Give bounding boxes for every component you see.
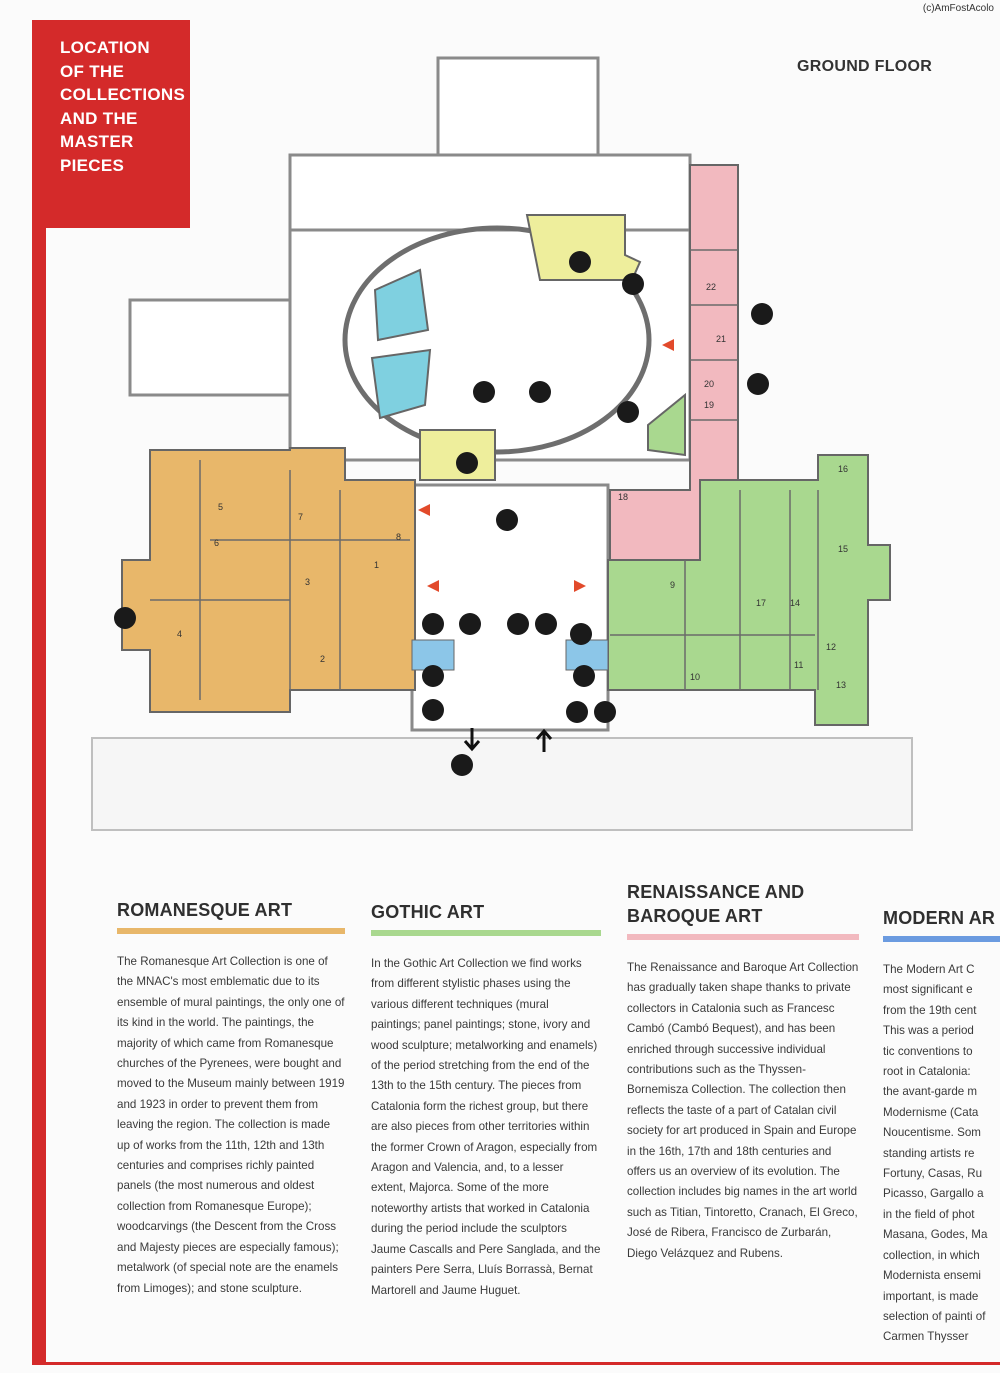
- west-annex: [130, 300, 290, 395]
- section-color-bar: [627, 934, 859, 940]
- romanesque-wing: [122, 448, 415, 712]
- cloakroom-icon: [459, 613, 481, 635]
- information-icon: [535, 613, 557, 635]
- modern-art-section: [883, 880, 1000, 1348]
- lift-icon: [529, 381, 551, 403]
- section-text: In the Gothic Art Collection we find works from different stylistic phases using the various different techniques (mural paintings; panel paintings; stone, ivory and wood sculpture; metalworking and enamels) of the period stretching from the end of the 13th to the 15th century. The pieces from Catalonia form the richest group, but there are also pieces from other territories within the former Crown of Aragon, especially from Aragon and Valencia, and, to a lesser extent, Majorca. Some of the more noteworthy artists that worked in Catalonia during the period include the sculptors Jaume Cascalls and Pere Sanglada, and the painters Pere Serra, Lluís Borrassà, Bernat Martorell and Jaume Huguet.: [371, 957, 601, 1297]
- room-number: 7: [298, 512, 304, 522]
- room-number: 10: [690, 672, 701, 682]
- toilets-icon: [622, 273, 644, 295]
- section-color-bar: [371, 930, 601, 936]
- room-number: 21: [716, 334, 727, 344]
- toilets-icon: [422, 665, 444, 687]
- cafe-icon: [451, 754, 473, 776]
- section-title: MODERN AR: [883, 908, 996, 928]
- room-number: 17: [756, 598, 767, 608]
- room-number: 19: [704, 400, 715, 410]
- toilets-icon: [114, 607, 136, 629]
- gothic-section: [371, 880, 601, 1301]
- restaurant-icon: [507, 613, 529, 635]
- renaissance-baroque-section: [627, 880, 859, 1264]
- telephone-icon: [570, 623, 592, 645]
- page-title: LOCATION OF THE COLLECTIONS AND THE MASTER PIECES: [60, 38, 186, 175]
- section-text: The Modern Art C most significant e from the 19th cent This was a period tic conventions to root in Catalonia: the avant-garde m Modernisme (Cata Noucentisme. Som standing artists re Fortuny, Casas, Ru Picasso, Gargallo a in the field of phot Masana, Godes, Ma collection, in which Modernista ensemi important, is made selection of painti of Carmen Thysser: [883, 963, 988, 1344]
- watermark: (c)AmFostAcolo: [922, 3, 994, 14]
- room-number: 11: [794, 660, 804, 670]
- room-number: 14: [790, 598, 801, 608]
- toilets-icon: [747, 373, 769, 395]
- room-number: 4: [177, 629, 183, 639]
- wheelchair-icon: [573, 665, 595, 687]
- room-number: 9: [670, 580, 676, 590]
- lift-icon: [422, 699, 444, 721]
- room-number: 18: [618, 492, 629, 502]
- room-number: 22: [706, 282, 717, 292]
- room-number: 13: [836, 680, 847, 690]
- red-bottom-edge: [32, 1362, 1000, 1365]
- room-number: 1: [374, 560, 380, 570]
- service-area-south: [420, 430, 495, 480]
- stairs-icon: [594, 701, 616, 723]
- top-wing: [438, 58, 598, 168]
- lift-icon: [566, 701, 588, 723]
- room-number: 2: [320, 654, 326, 664]
- room-number: 20: [704, 379, 715, 389]
- audioguide-icon: [422, 613, 444, 635]
- north-wing: [290, 155, 690, 235]
- section-title: ROMANESQUE ART: [117, 900, 293, 920]
- no-photo-icon: [496, 509, 518, 531]
- romanesque-section: [117, 880, 345, 1299]
- section-text: The Renaissance and Baroque Art Collection has gradually taken shape thanks to private collectors in Catalonia such as Francesc Cambó (Cambó Bequest), and has been enriched through successive individual contributions such as the Thyssen-Bornemisza Collection. The collection then reflects the taste of a part of Catalan civil society for art produced in Spain and Europe in the 16th, 17th and 18th centuries and offers us an overview of its evolution. The collection includes big names in the art world such as Titian, Tintoretto, Cranach, El Greco, José de Ribera, Francisco de Zurbarán, Diego Velázquez and Rubens.: [627, 961, 859, 1260]
- floor-label: GROUND FLOOR: [797, 58, 933, 75]
- section-color-bar: [117, 928, 345, 934]
- section-text: The Romanesque Art Collection is one of the MNAC's most emblematic due to its ensemble of mural paintings, the only one of its kind in the world. The paintings, the majority of which came from Romanesque churches of the Pyrenees, were bought and moved to the Museum mainly between 1919 and 1923 in order to prevent them from leaving the region. The collection is made up of works from the 11th, 12th and 13th centuries and comprises richly painted panels (the most numerous and oldest collection from Romanesque Europe); woodcarvings (the Descent from the Cross and Majesty pieces are especially famous); metalwork (of special note are the enamels from Limoges); and stone sculpture.: [117, 955, 345, 1295]
- toilets-icon: [751, 303, 773, 325]
- section-title: GOTHIC ART: [371, 902, 485, 922]
- terrace: [92, 738, 912, 830]
- room-number: 3: [305, 577, 311, 587]
- room-number: 15: [838, 544, 849, 554]
- room-number: 5: [218, 502, 224, 512]
- shop-icon: [456, 452, 478, 474]
- lift-icon: [473, 381, 495, 403]
- room-number: 16: [838, 464, 849, 474]
- toilets-icon: [617, 401, 639, 423]
- section-title: RENAISSANCE AND BAROQUE ART: [627, 882, 805, 926]
- room-number: 12: [826, 642, 837, 652]
- section-color-bar: [883, 936, 1000, 942]
- room-number: 6: [214, 538, 220, 548]
- room-number: 8: [396, 532, 402, 542]
- cafe-icon: [569, 251, 591, 273]
